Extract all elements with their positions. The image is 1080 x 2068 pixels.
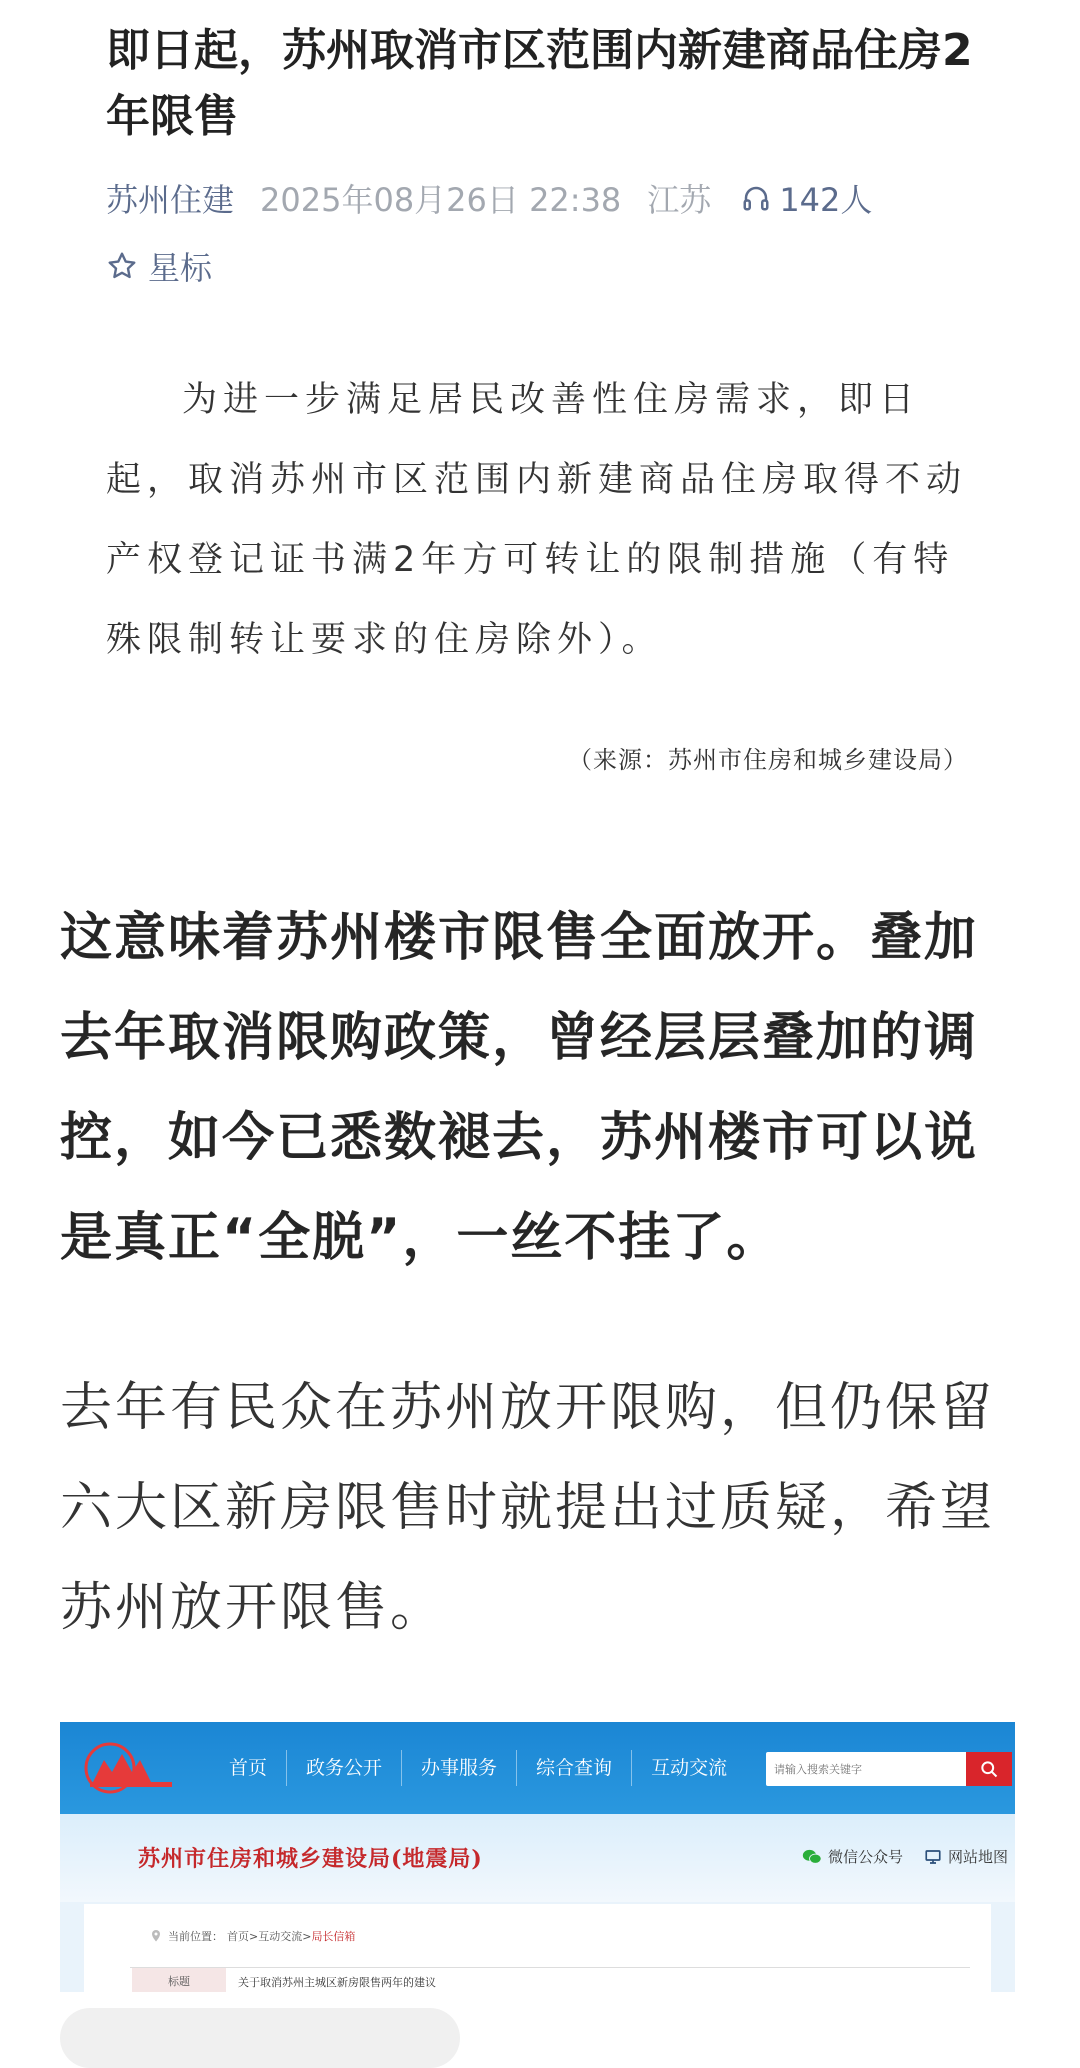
logo-icon	[82, 1738, 178, 1798]
emphasis-paragraph: 这意味着苏州楼市限售全面放开。叠加去年取消限购政策，曾经层层叠加的调控，如今已悉数褪去，苏州楼市可以说是真正“全脱”，一丝不挂了。	[60, 908, 979, 1268]
bottom-floating-bar[interactable]	[60, 2008, 460, 2068]
embedded-website-screenshot[interactable]	[60, 1722, 1015, 1992]
article-meta	[106, 176, 872, 220]
embed-search-button[interactable]	[966, 1752, 1012, 1786]
embed-site-name: 苏州市住房和城乡建设局(地震局)	[138, 1846, 483, 1872]
embed-breadcrumb-prefix: 当前位置：	[168, 1930, 223, 1943]
embed-wechat-label: 微信公众号	[828, 1848, 904, 1866]
embed-nav-interaction[interactable]: 互动交流	[651, 1757, 728, 1779]
embed-sitemap-link[interactable]	[924, 1846, 1008, 1867]
embed-divider	[130, 1967, 970, 1968]
star-outline-icon	[106, 250, 138, 282]
embed-breadcrumb-path[interactable]: 首页>互动交流>	[227, 1930, 312, 1943]
embed-nav-query[interactable]: 综合查询	[517, 1750, 632, 1786]
notice-source: （来源：苏州市住房和城乡建设局）	[568, 746, 968, 774]
embed-nav-home[interactable]: 首页	[210, 1750, 287, 1786]
embed-wechat-link[interactable]	[802, 1846, 903, 1867]
notice-body: 为进一步满足居民改善性住房需求，即日起，取消苏州市区范围内新建商品住房取得不动产权登记证书满2年方可转让的限制措施（有特殊限制转让要求的住房除外）。	[106, 380, 968, 660]
embed-nav-gov-affairs[interactable]: 政务公开	[287, 1750, 402, 1786]
search-icon	[979, 1759, 999, 1779]
embed-row-label: 标题	[132, 1968, 226, 1992]
embed-breadcrumb	[150, 1928, 355, 1944]
location-pin-icon	[150, 1929, 162, 1943]
article-title: 即日起，苏州取消市区范围内新建商品住房2年限售	[106, 25, 973, 142]
star-button[interactable]	[106, 244, 212, 288]
embed-breadcrumb-current: 局长信箱	[311, 1930, 356, 1943]
listen-button[interactable]	[741, 175, 872, 221]
monitor-icon	[924, 1848, 942, 1866]
embed-sitemap-label: 网站地图	[948, 1848, 1009, 1866]
embed-nav-services[interactable]: 办事服务	[402, 1750, 517, 1786]
embed-row-value: 关于取消苏州主城区新房限售两年的建议	[238, 1976, 436, 1989]
embed-search-input[interactable]	[766, 1752, 966, 1786]
embed-nav-menu	[210, 1750, 746, 1786]
publish-time: 2025年08月26日 22:38	[260, 181, 622, 219]
body-paragraph: 去年有民众在苏州放开限购，但仍保留六大区新房限售时就提出过质疑，希望苏州放开限售。	[60, 1378, 996, 1638]
author-link[interactable]: 苏州住建	[106, 181, 235, 219]
listener-count: 142人	[779, 181, 873, 219]
wechat-icon	[802, 1848, 822, 1866]
headphones-icon	[741, 183, 771, 213]
star-label: 星标	[148, 249, 213, 287]
embed-nav-bar	[60, 1722, 1015, 1814]
publish-region: 江苏	[647, 181, 712, 219]
